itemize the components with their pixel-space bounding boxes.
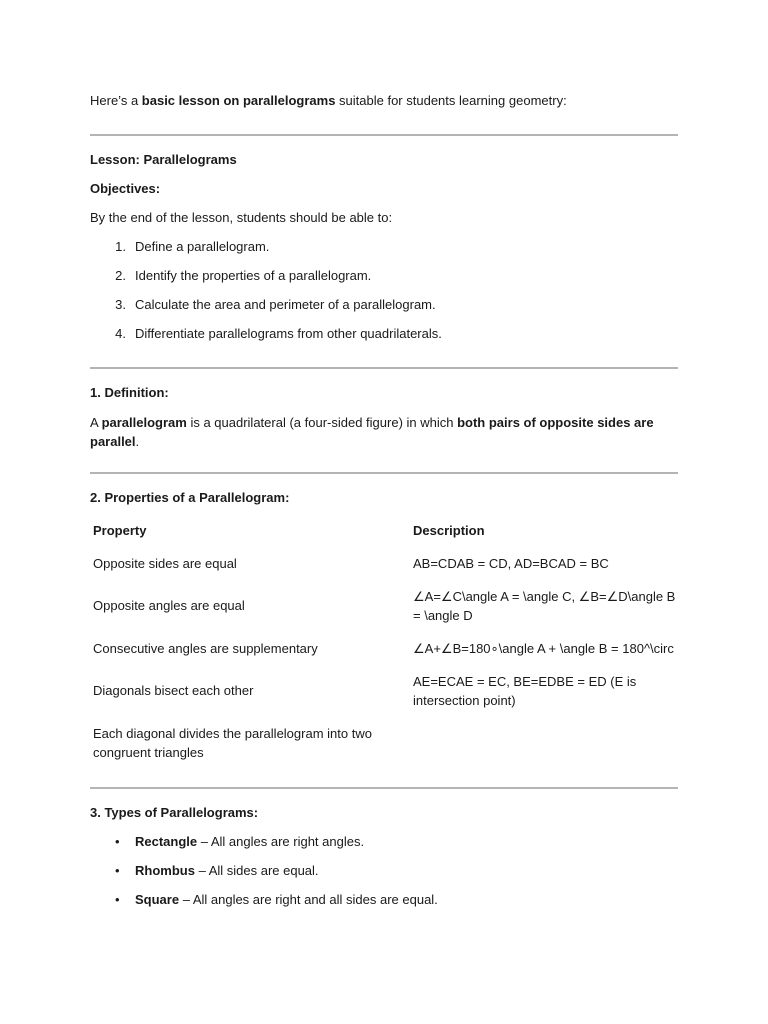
table-cell-property: Opposite angles are equal — [93, 598, 245, 613]
properties-heading — [90, 489, 289, 507]
column-header-property: Property — [93, 523, 147, 538]
list-item-text: Identify the properties of a parallelogram. — [135, 268, 372, 283]
table-cell-property: Consecutive angles are supplementary — [93, 641, 318, 656]
list-item-text — [135, 891, 438, 909]
type-description: – All angles are right angles. — [197, 834, 365, 849]
definition-heading-text: 1. Definition: — [90, 385, 169, 400]
bullet-icon: • — [115, 863, 120, 878]
lesson-title-text: Lesson: Parallelograms — [90, 152, 237, 167]
table-cell-description: ∠A=∠C\angle A = \angle C, ∠B=∠D\angle B = \angle D — [413, 589, 676, 623]
list-item-text: Define a parallelogram. — [135, 239, 270, 254]
column-header-description: Description — [413, 523, 485, 538]
lesson-title — [90, 151, 237, 169]
properties-heading-text: 2. Properties of a Parallelogram: — [90, 490, 290, 505]
definition-paragraph — [90, 413, 678, 451]
table-cell-property: Each diagonal divides the parallelogram into two congruent triangles — [93, 726, 372, 760]
divider — [90, 472, 678, 474]
divider — [90, 787, 678, 789]
type-description: – All sides are equal. — [194, 863, 319, 878]
type-description: – All angles are right and all sides are equal. — [179, 892, 438, 907]
types-heading-text: 3. Types of Parallelograms: — [90, 805, 259, 820]
type-name: Rectangle — [135, 834, 198, 849]
table-cell-description: ∠A+∠B=180∘\angle A + \angle B = 180^\circ — [413, 641, 674, 656]
definition-text: A — [90, 415, 102, 430]
objectives-lead: By the end of the lesson, students should be able to: — [90, 210, 393, 225]
list-item-number: 3. — [115, 297, 126, 312]
definition-text: . — [135, 434, 140, 449]
definition-emphasis: both pairs of opposite sides are parallel — [90, 415, 654, 449]
divider — [90, 367, 678, 369]
types-heading — [90, 804, 258, 822]
intro-prefix: Here’s a — [90, 93, 142, 108]
list-item-text: Differentiate parallelograms from other quadrilaterals. — [135, 326, 442, 341]
intro-suffix: suitable for students learning geometry: — [335, 93, 567, 108]
list-item-number: 1. — [115, 239, 126, 254]
table-cell-description: AB=CDAB = CD, AD=BCAD = BC — [413, 556, 609, 571]
bullet-icon: • — [115, 892, 120, 907]
list-item-text — [135, 833, 364, 851]
bullet-icon: • — [115, 834, 120, 849]
definition-heading — [90, 384, 169, 402]
intro-paragraph — [90, 92, 567, 110]
objectives-heading-text: Objectives: — [90, 181, 161, 196]
table-cell-property: Opposite sides are equal — [93, 556, 237, 571]
table-cell-property: Diagonals bisect each other — [93, 683, 254, 698]
table-cell-description: AE=ECAE = EC, BE=EDBE = ED (E is intersection point) — [413, 674, 637, 708]
divider — [90, 134, 678, 136]
definition-text: is a quadrilateral (a four-sided figure) in which — [186, 415, 458, 430]
list-item-number: 2. — [115, 268, 126, 283]
objectives-heading — [90, 180, 160, 198]
type-name: Rhombus — [135, 863, 195, 878]
list-item-number: 4. — [115, 326, 126, 341]
list-item-text — [135, 862, 319, 880]
list-item-text: Calculate the area and perimeter of a parallelogram. — [135, 297, 436, 312]
type-name: Square — [135, 892, 180, 907]
definition-term: parallelogram — [101, 415, 187, 430]
intro-bold: basic lesson on parallelograms — [141, 93, 336, 108]
